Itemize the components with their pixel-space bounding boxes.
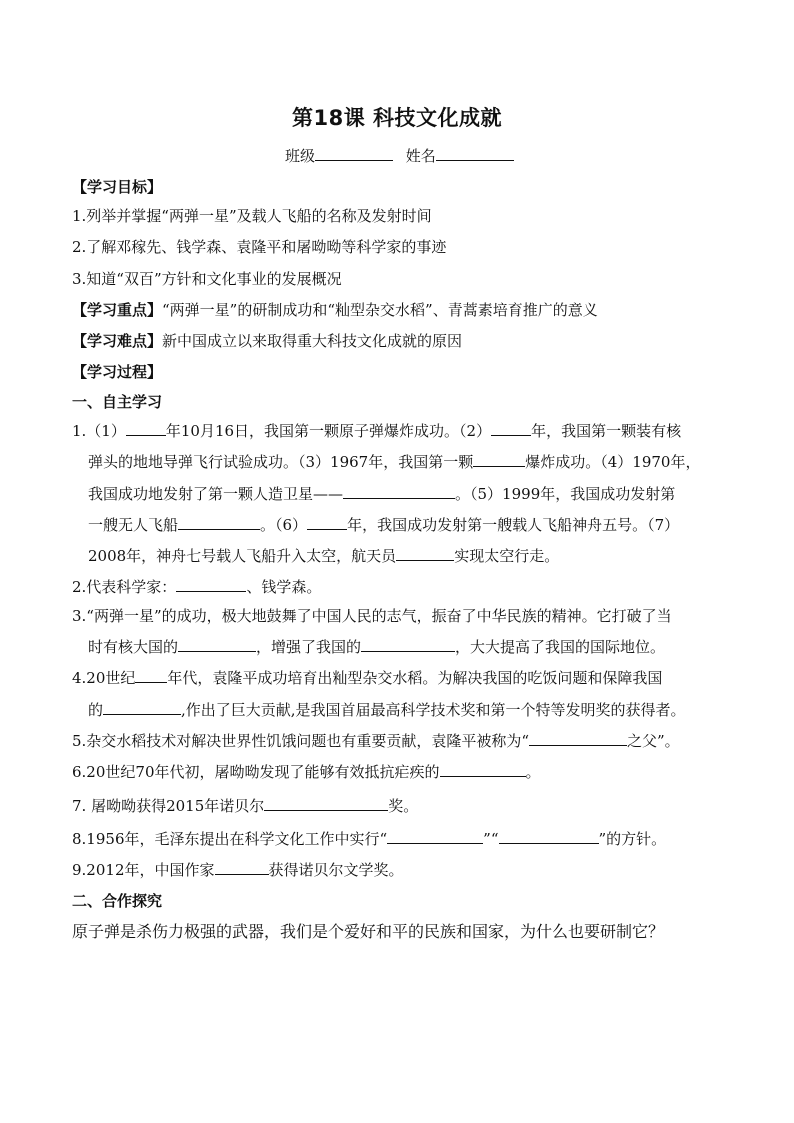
text-segment: 之父”。 [626,732,680,750]
q1-line5 [88,546,559,566]
q5-line [72,731,680,751]
process-heading: 【学习过程】 [72,363,163,381]
answer-blank[interactable] [215,860,269,875]
answer-blank[interactable] [499,829,599,844]
text-segment: ，大大提高了我国的国际地位。 [455,638,666,656]
text-segment: 一艘无人飞船 [88,516,179,534]
objective-item: 1.列举并掌握“两弹一星”及载人飞船的名称及发射时间 [72,207,432,225]
student-info-line [285,146,514,166]
answer-blank[interactable] [103,700,181,715]
key-points-text: “两弹一星”的研制成功和“籼型杂交水稻”、青蒿素培育推广的意义 [162,301,598,319]
answer-blank[interactable] [361,637,455,652]
answer-blank[interactable] [135,668,167,683]
text-segment: 4.20世纪 [72,669,136,687]
text-segment: ”的方针。 [598,830,667,848]
text-segment: ，增强了我国的 [256,638,362,656]
answer-blank[interactable] [264,796,388,811]
text-segment: 年10月16日，我国第一颗原子弹爆炸成功。（2） [165,422,492,440]
q4-line2 [88,700,686,720]
text-segment: 9.2012年，中国作家 [72,861,215,879]
class-blank[interactable] [315,146,393,161]
text-segment: 弹头的地地导弹飞行试验成功。（3）1967年，我国第一颗 [88,453,474,471]
text-segment: 8.1956年，毛泽东提出在科学文化工作中实行“ [72,830,388,848]
text-segment: 。 [525,763,541,781]
answer-blank[interactable] [343,484,455,499]
objectives-heading: 【学习目标】 [72,178,163,196]
difficulties [72,331,462,351]
objective-item: 3.知道“双百”方针和文化事业的发展概况 [72,270,342,288]
answer-blank[interactable] [529,731,627,746]
q3-line2 [88,637,665,657]
difficulties-label: 【学习难点】 [72,332,163,350]
text-segment: ”“ [483,830,499,848]
text-segment: 2008年，神舟七号载人飞船升入太空，航天员 [88,547,397,565]
difficulties-text: 新中国成立以来取得重大科技文化成就的原因 [162,332,463,350]
q1-line3 [88,484,675,504]
q4-line1 [72,668,662,688]
name-label: 姓名 [405,147,436,165]
answer-blank[interactable] [440,762,526,777]
q7-line [72,796,418,816]
answer-blank[interactable] [396,546,454,561]
q3-line1: 3.“两弹一星”的成功，极大地鼓舞了中国人民的志气，振奋了中华民族的精神。它打破了当 [72,607,672,625]
answer-blank[interactable] [176,577,246,592]
text-segment: 7. 屠呦呦获得2015年诺贝尔 [72,797,265,815]
section1-heading: 一、自主学习 [72,393,163,411]
text-segment: 实现太空行走。 [454,547,560,565]
q6-line [72,762,541,782]
section2-question: 原子弹是杀伤力极强的武器，我们是个爱好和平的民族和国家，为什么也要研制它？ [72,922,665,941]
text-segment: 获得诺贝尔文学奖。 [268,861,404,879]
text-segment: 我国成功地发射了第一颗人造卫星—— [88,485,344,503]
text-segment: 、钱学森。 [246,578,322,596]
text-segment: 爆炸成功。（4）1970年， [525,453,701,471]
text-segment: 1.（1） [72,422,126,440]
q9-line [72,860,404,880]
objective-item: 2.了解邓稼先、钱学森、袁隆平和屠呦呦等科学家的事迹 [72,238,447,256]
answer-blank[interactable] [178,515,260,530]
answer-blank[interactable] [491,421,531,436]
text-segment: 。（6） [260,516,308,534]
answer-blank[interactable] [473,452,525,467]
q1-line4 [88,515,679,535]
text-segment: 6.20世纪70年代初，屠呦呦发现了能够有效抵抗疟疾的 [72,763,440,781]
answer-blank[interactable] [387,829,483,844]
key-points-label: 【学习重点】 [72,301,163,319]
text-segment: 年，我国第一颗装有核 [531,422,682,440]
text-segment: 年代，袁隆平成功培育出籼型杂交水稻。为解决我国的吃饭问题和保障我国 [167,669,663,687]
page-title: 第18课 科技文化成就 [291,106,503,130]
text-segment: 时有核大国的 [88,638,179,656]
section2-heading: 二、合作探究 [72,892,163,910]
q8-line [72,829,666,849]
q1-line2 [88,452,700,472]
text-segment: 的 [88,701,104,719]
text-segment: 年，我国成功发射第一艘载人飞船神舟五号。（7） [347,516,680,534]
key-points [72,300,598,320]
class-label: 班级 [285,147,316,165]
text-segment: 2.代表科学家： [72,578,177,596]
text-segment: 奖。 [388,797,419,815]
q1-line1 [72,421,681,441]
answer-blank[interactable] [178,637,256,652]
name-blank[interactable] [436,146,514,161]
q2-line [72,577,321,597]
answer-blank[interactable] [307,515,347,530]
text-segment: 。（5）1999年，我国成功发射第 [455,485,676,503]
text-segment: ,作出了巨大贡献,是我国首届最高科学技术奖和第一个特等发明奖的获得者。 [181,701,686,719]
answer-blank[interactable] [126,421,166,436]
text-segment: 5.杂交水稻技术对解决世界性饥饿问题也有重要贡献，袁隆平被称为“ [72,732,529,750]
